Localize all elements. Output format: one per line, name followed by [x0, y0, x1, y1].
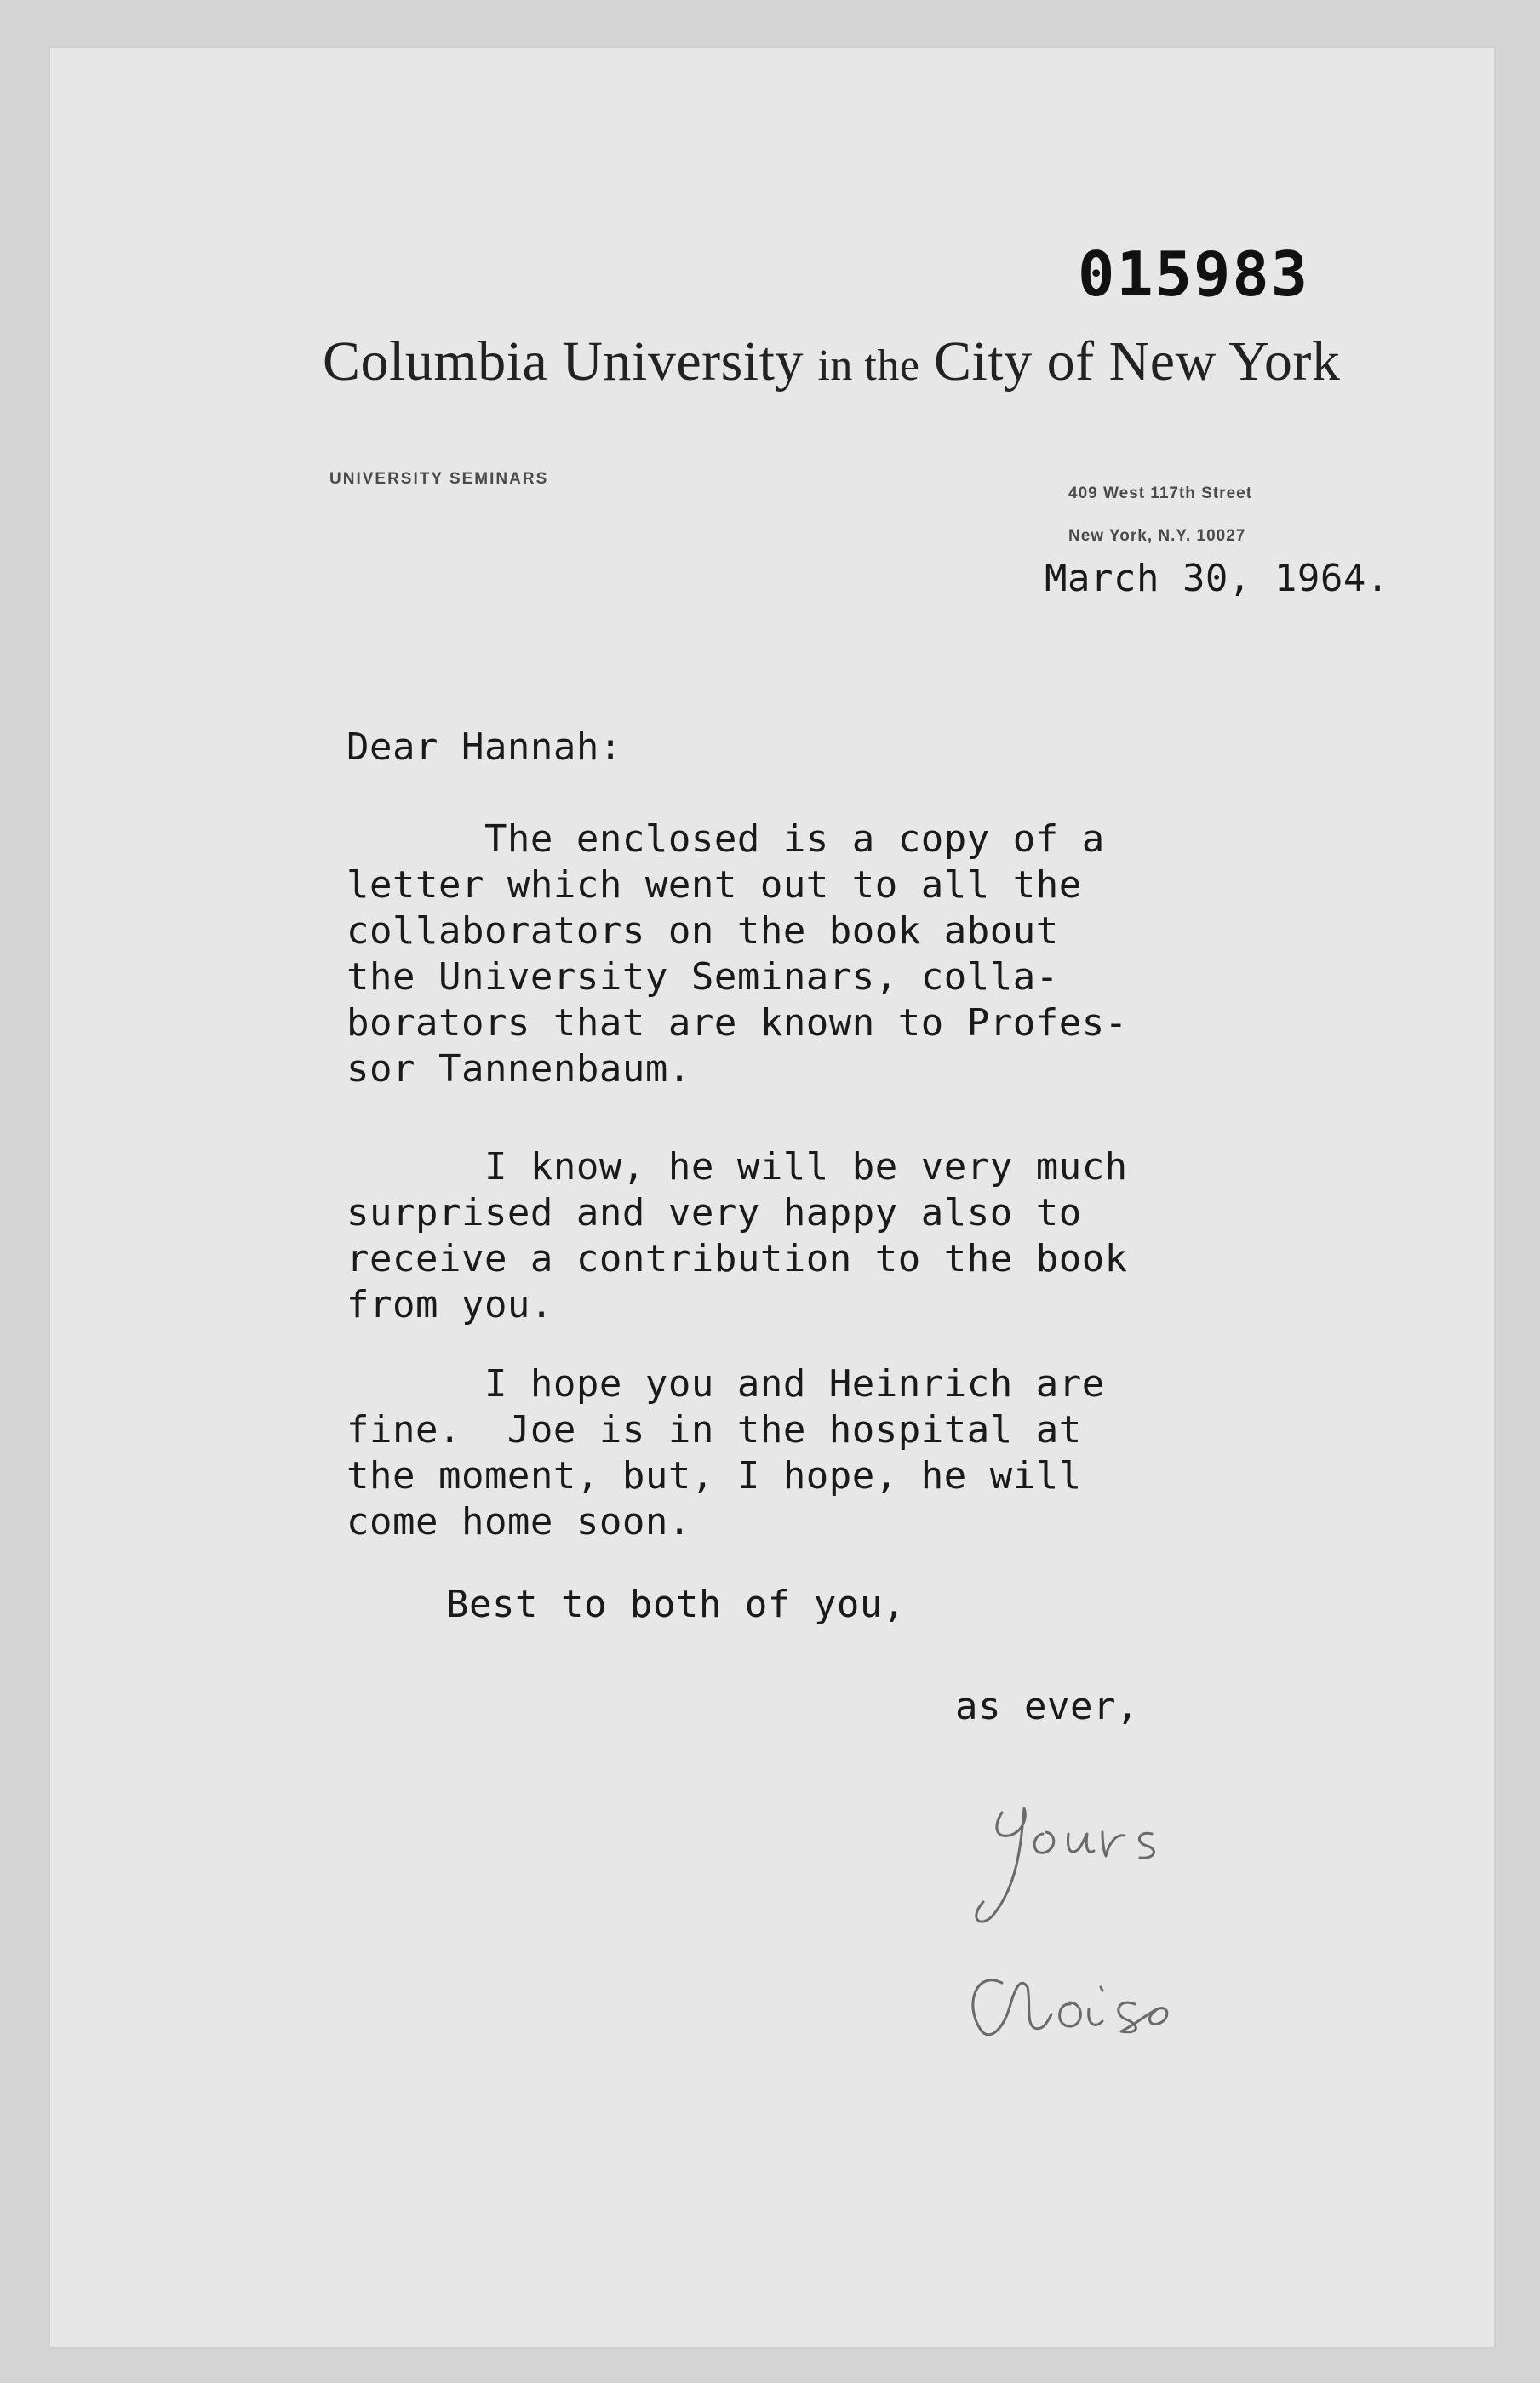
- paragraph-line: I hope you and Heinrich are: [346, 1362, 1105, 1406]
- paragraph-line: the moment, but, I hope, he will: [346, 1454, 1082, 1498]
- paragraph-line: sor Tannenbaum.: [346, 1047, 691, 1091]
- letter-paragraph-3: [346, 1361, 1105, 1545]
- institution-name: Columbia University: [323, 330, 804, 392]
- institution-connector: in the: [817, 341, 920, 390]
- paragraph-line: the University Seminars, colla-: [346, 955, 1059, 999]
- paragraph-line: letter which went out to all the: [346, 863, 1082, 907]
- paragraph-line: surprised and very happy also to: [346, 1191, 1082, 1234]
- handwritten-signature: [942, 1774, 1283, 2098]
- letter-salutation: Dear Hannah:: [346, 725, 622, 769]
- document-number: 015983: [1078, 238, 1310, 310]
- letter-date: March 30, 1964.: [1045, 557, 1389, 600]
- letter-paragraph-1: [346, 816, 1128, 1092]
- paragraph-line: I know, he will be very much: [346, 1145, 1128, 1189]
- letterhead-department: UNIVERSITY SEMINARS: [329, 470, 549, 488]
- letter-closing: Best to both of you,: [446, 1583, 906, 1626]
- letter-valediction: as ever,: [955, 1685, 1139, 1728]
- letter-paragraph-2: [346, 1144, 1128, 1328]
- paragraph-line: borators that are known to Profes-: [346, 1001, 1128, 1045]
- paragraph-line: come home soon.: [346, 1500, 691, 1544]
- letterhead-address-street: 409 West 117th Street: [1068, 484, 1253, 502]
- letterhead-address-city: New York, N.Y. 10027: [1068, 527, 1246, 545]
- paragraph-line: collaborators on the book about: [346, 909, 1059, 953]
- paragraph-line: from you.: [346, 1283, 553, 1326]
- letterhead-institution: [323, 329, 1340, 394]
- paragraph-line: receive a contribution to the book: [346, 1237, 1128, 1280]
- institution-city: City of New York: [933, 330, 1341, 392]
- paragraph-line: The enclosed is a copy of a: [346, 817, 1105, 861]
- letter-page: [49, 46, 1496, 2349]
- paragraph-line: fine. Joe is in the hospital at: [346, 1408, 1082, 1452]
